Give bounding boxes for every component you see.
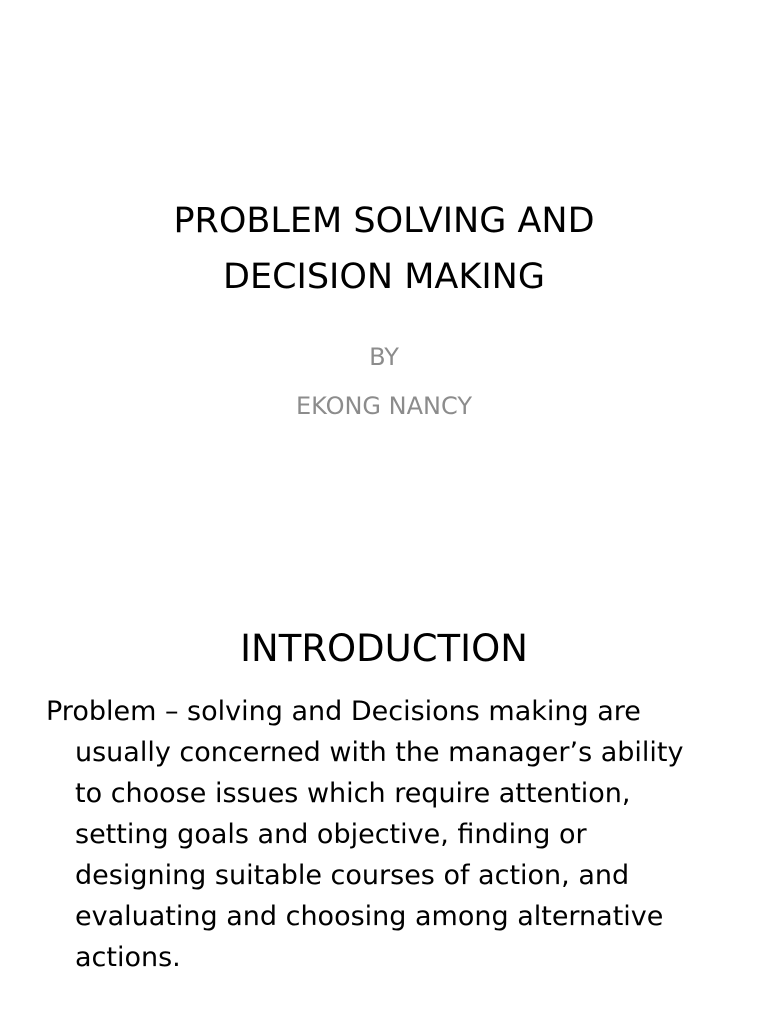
- section-heading: INTRODUCTION: [240, 627, 528, 670]
- body-line: designing suitable courses of action, and: [75, 860, 630, 891]
- body-line: actions.: [75, 942, 181, 973]
- body-line: usually concerned with the manager’s ability: [75, 737, 684, 768]
- title-line: PROBLEM SOLVING AND: [173, 201, 595, 241]
- body-line: to choose issues which require attention,: [75, 778, 631, 809]
- title-line: DECISION MAKING: [223, 257, 545, 297]
- subtitle-author: EKONG NANCY: [296, 392, 472, 420]
- body-line: Problem – solving and Decisions making are: [46, 696, 641, 727]
- introduction-slide: [0, 560, 768, 1024]
- body-line: setting goals and objective, finding or: [75, 819, 587, 850]
- slide-title: [60, 193, 708, 305]
- slide-subtitle: [60, 333, 708, 431]
- body-paragraph: [46, 691, 736, 978]
- body-line: evaluating and choosing among alternative: [75, 901, 664, 932]
- subtitle-by: BY: [369, 343, 399, 371]
